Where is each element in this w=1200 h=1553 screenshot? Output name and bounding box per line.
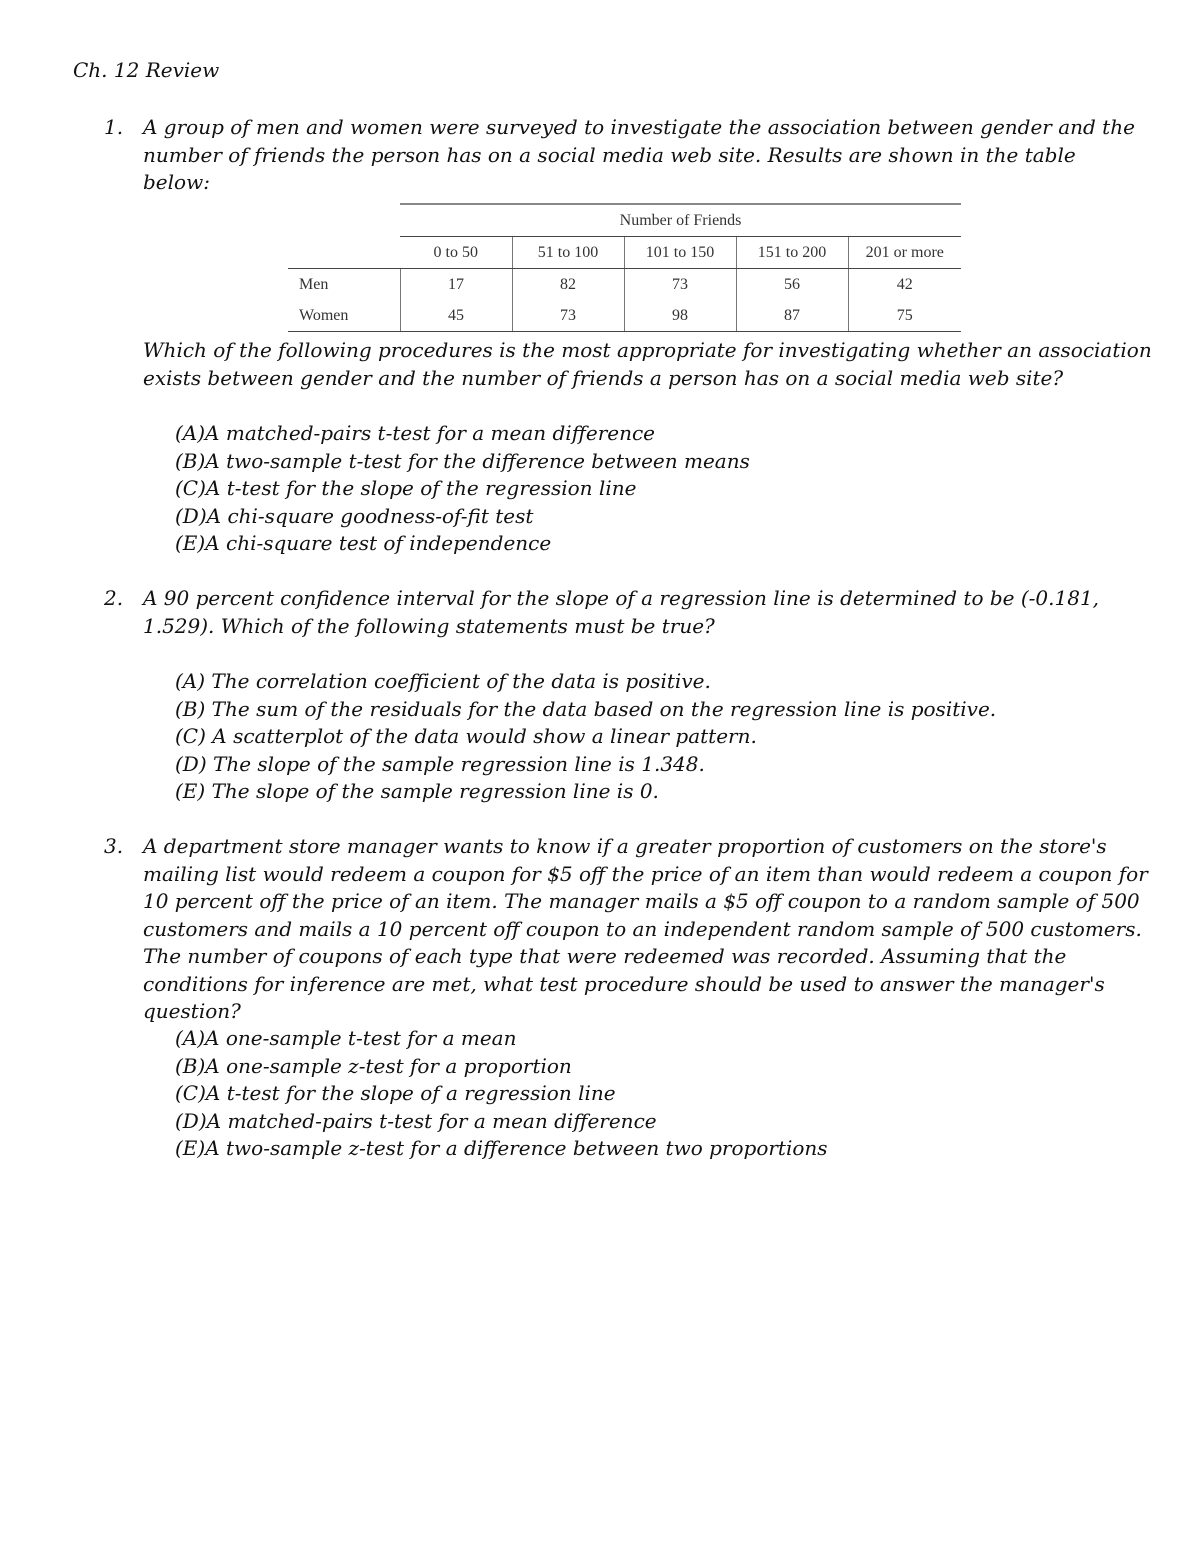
option-a: (A)A one-sample t-test for a mean: [175, 1026, 517, 1050]
table-corner: [288, 237, 400, 269]
option-e: (E)A two-sample z-test for a difference between two proportions: [175, 1136, 828, 1160]
table-cell: 98: [624, 300, 736, 332]
table-cell: 17: [400, 269, 512, 301]
column-header: 201 or more: [848, 237, 961, 269]
option-b: (B)A one-sample z-test for a proportion: [175, 1053, 572, 1078]
table-cell: 73: [624, 269, 736, 301]
option-d: (D)A matched-pairs t-test for a mean difference: [175, 1108, 657, 1133]
column-header: 0 to 50: [400, 237, 512, 269]
friends-table: [288, 203, 961, 332]
question-number: 2.: [104, 586, 124, 610]
question-2-options: [175, 668, 996, 806]
option-e: (E)A chi-square test of independence: [175, 531, 552, 555]
question-number: 1.: [104, 115, 124, 139]
table-row: [288, 300, 961, 332]
option-d: (D) The slope of the sample regression line is 1.348.: [175, 751, 705, 776]
option-a: (A) The correlation coefficient of the data is positive.: [175, 669, 711, 693]
row-label: Men: [299, 275, 329, 293]
page-title: Ch. 12 Review: [73, 58, 220, 82]
table-cell: 73: [512, 300, 624, 332]
table-cell: 75: [848, 300, 961, 332]
question-1: [104, 114, 1154, 197]
table-cell: 45: [400, 300, 512, 332]
question-3: [104, 833, 1154, 1026]
option-d: (D)A chi-square goodness-of-fit test: [175, 503, 534, 528]
table-row: [288, 269, 961, 301]
question-followup: Which of the following procedures is the most appropriate for investigating whether an association exists between gender and the number of friends a person has on a social media web site?: [143, 338, 1152, 390]
table-cell: 82: [512, 269, 624, 301]
column-header: 51 to 100: [512, 237, 624, 269]
column-header: 151 to 200: [736, 237, 848, 269]
option-a: (A)A matched-pairs t-test for a mean difference: [175, 421, 656, 445]
option-e: (E) The slope of the sample regression line is 0.: [175, 779, 659, 803]
question-1-followup: [143, 337, 1153, 392]
table-group-header: Number of Friends: [400, 204, 961, 237]
option-c: (C)A t-test for the slope of a regression line: [175, 1081, 616, 1105]
table-corner: [288, 204, 400, 237]
table-cell: 42: [848, 269, 961, 301]
option-c: (C) A scatterplot of the data would show a linear pattern.: [175, 724, 757, 748]
question-stem: A department store manager wants to know if a greater proportion of customers on the store's mailing list would redeem a coupon for $5 off the price of an item than would redeem a coupon for 10 percent off the price of an item. The manager mails a $5 off coupon to a random sample of 500 customers and mails a 10 percent off coupon to an independent random sample of 500 customers. The number of coupons of each type that were redeemed was recorded. Assuming that the conditions for inference are met, what test procedure should be used to answer the manager's question?: [143, 834, 1148, 1023]
option-c: (C)A t-test for the slope of the regression line: [175, 476, 637, 500]
table-cell: 87: [736, 300, 848, 332]
option-b: (B) The sum of the residuals for the data based on the regression line is positive.: [175, 696, 997, 721]
question-1-options: [175, 420, 750, 558]
question-2: [104, 585, 1154, 640]
table-cell: 56: [736, 269, 848, 301]
question-number: 3.: [104, 834, 124, 858]
question-stem: A 90 percent confidence interval for the slope of a regression line is determined to be (-0.181, 1.529). Which of the following statements must be true?: [143, 586, 1100, 638]
row-label: Women: [288, 300, 400, 332]
question-stem: A group of men and women were surveyed to investigate the association between gender and the number of friends the person has on a social media web site. Results are shown in the table below:: [143, 115, 1135, 194]
question-3-options: [175, 1025, 828, 1163]
option-b: (B)A two-sample t-test for the difference between means: [175, 448, 750, 473]
column-header: 101 to 150: [624, 237, 736, 269]
